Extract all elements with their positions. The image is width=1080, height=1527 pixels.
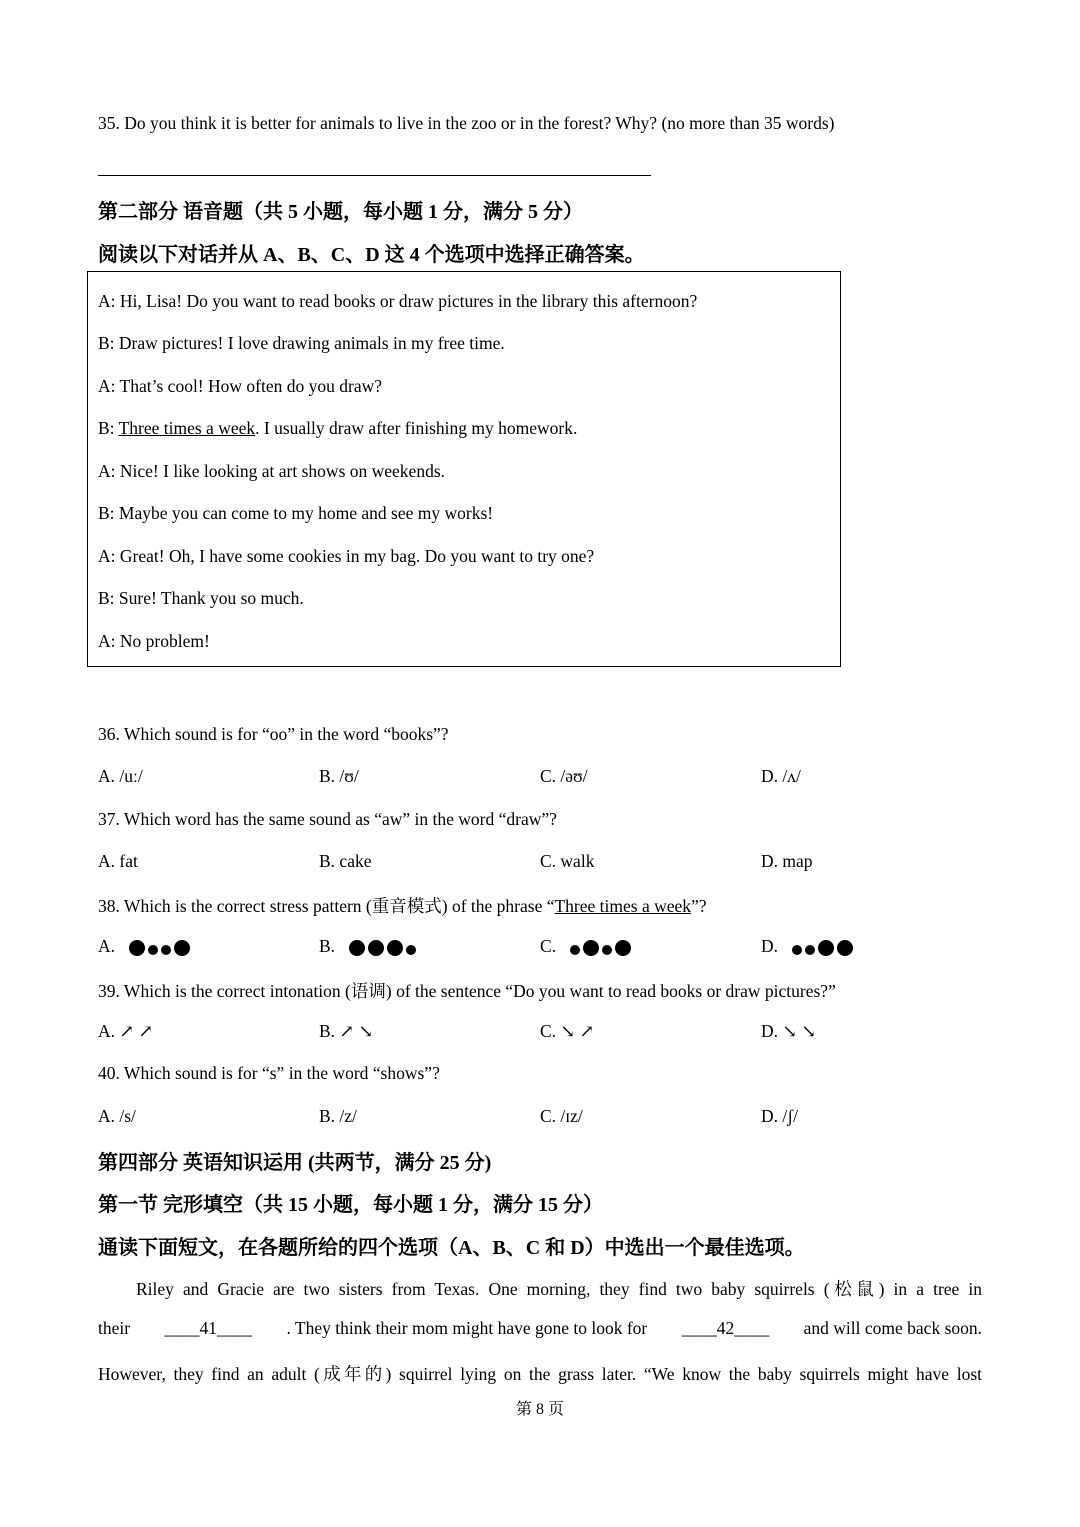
- page-number: 第 8 页: [515, 1401, 564, 1418]
- question-35: 35. Do you think it is better for animals to live in the zoo or in the forest? Why? (no more than 35 words): [98, 113, 835, 133]
- passage-text: . They think their mom might have gone to look for: [286, 1318, 648, 1338]
- question-38-text: 38. Which is the correct stress pattern (重音模式) of the phrase “: [98, 896, 555, 916]
- stressed-dot: [174, 940, 190, 956]
- stressed-dot: [349, 940, 365, 956]
- option-c[interactable]: C. /ɪz/: [540, 1106, 583, 1126]
- stressed-dot: [368, 940, 384, 956]
- option-a[interactable]: A. /s/: [98, 1106, 136, 1126]
- option-c[interactable]: C. walk: [540, 851, 595, 871]
- dialogue-line: A: Hi, Lisa! Do you want to read books or draw pictures in the library this afternoon?: [98, 291, 698, 311]
- option-d[interactable]: D. /ʌ/: [761, 766, 801, 786]
- option-d[interactable]: D. /ʃ/: [761, 1106, 798, 1126]
- option-letter: A.: [98, 936, 116, 956]
- dialogue-line: A: Great! Oh, I have some cookies in my bag. Do you want to try one?: [98, 546, 595, 566]
- option-letter: D.: [761, 936, 779, 956]
- option-letter: B.: [319, 936, 336, 956]
- question-39: 39. Which is the correct intonation (语调) of the sentence “Do you want to read books or draw pictures?”: [98, 981, 836, 1001]
- option-d[interactable]: D. map: [761, 851, 813, 871]
- stress-pattern: [570, 940, 634, 956]
- dialogue-line: A: Nice! I like looking at art shows on weekends.: [98, 461, 446, 481]
- dialogue-rest: . I usually draw after finishing my homework.: [255, 418, 578, 438]
- underlined-phrase: Three times a week: [118, 418, 256, 438]
- stress-pattern: [792, 940, 856, 956]
- unstressed-dot: [406, 945, 416, 955]
- dialogue-line: A: That’s cool! How often do you draw?: [98, 376, 382, 396]
- part2-instruction: 阅读以下对话并从 A、B、C、D 这 4 个选项中选择正确答案。: [98, 244, 645, 266]
- part4-instruction: 通读下面短文，在各题所给的四个选项（A、B、C 和 D）中选出一个最佳选项。: [98, 1237, 805, 1259]
- question-38-end: ”?: [691, 896, 707, 916]
- stress-pattern: [129, 940, 193, 956]
- underlined-phrase: Three times a week: [554, 896, 692, 916]
- stressed-dot: [583, 940, 599, 956]
- passage-text: and will come back soon.: [803, 1318, 982, 1338]
- option-a[interactable]: A. /uː/: [98, 766, 143, 786]
- stressed-dot: [129, 940, 145, 956]
- passage-line-3: However, they find an adult (成年的) squirrel lying on the grass later. “We know the baby squirrels might have lost: [98, 1364, 982, 1384]
- dialogue-line: B: Maybe you can come to my home and see my works!: [98, 503, 494, 523]
- unstressed-dot: [148, 945, 158, 955]
- part2-heading: 第二部分 语音题（共 5 小题，每小题 1 分，满分 5 分）: [98, 201, 583, 223]
- dialogue-line: A: No problem!: [98, 631, 210, 651]
- passage-line-1: Riley and Gracie are two sisters from Texas. One morning, they find two baby squirrels (松鼠) in a tree in: [136, 1279, 982, 1299]
- stressed-dot: [615, 940, 631, 956]
- option-a[interactable]: A. ↗ ↗: [98, 1021, 154, 1041]
- question-38: [98, 893, 707, 918]
- blank-42[interactable]: ____42____: [681, 1318, 770, 1338]
- option-b[interactable]: B. ↗ ↘: [319, 1021, 374, 1041]
- blank-41[interactable]: ____41____: [164, 1318, 253, 1338]
- option-b[interactable]: B. /z/: [319, 1106, 357, 1126]
- dialogue-line: B: Draw pictures! I love drawing animals in my free time.: [98, 333, 505, 353]
- option-a[interactable]: A. fat: [98, 851, 138, 871]
- option-d[interactable]: D. ↘ ↘: [761, 1021, 817, 1041]
- part4-heading: 第四部分 英语知识运用 (共两节，满分 25 分): [98, 1152, 492, 1174]
- dialogue-line: [98, 418, 577, 439]
- dialogue-line: B: Sure! Thank you so much.: [98, 588, 304, 608]
- passage-line-2: [98, 1318, 982, 1339]
- option-a[interactable]: [98, 936, 193, 957]
- unstressed-dot: [570, 945, 580, 955]
- question-37: 37. Which word has the same sound as “aw” in the word “draw”?: [98, 809, 557, 829]
- stressed-dot: [818, 940, 834, 956]
- stressed-dot: [837, 940, 853, 956]
- option-c[interactable]: [540, 936, 634, 957]
- unstressed-dot: [602, 945, 612, 955]
- answer-line[interactable]: [98, 175, 651, 176]
- unstressed-dot: [805, 945, 815, 955]
- option-c[interactable]: C. ↘ ↗: [540, 1021, 595, 1041]
- question-40: 40. Which sound is for “s” in the word “shows”?: [98, 1063, 440, 1083]
- option-b[interactable]: B. /ʊ/: [319, 766, 359, 786]
- question-36: 36. Which sound is for “oo” in the word “books”?: [98, 724, 449, 744]
- stressed-dot: [387, 940, 403, 956]
- option-b[interactable]: B. cake: [319, 851, 372, 871]
- option-b[interactable]: [319, 936, 419, 957]
- stress-pattern: [349, 940, 419, 956]
- speaker-prefix: B:: [98, 418, 119, 438]
- section1-heading: 第一节 完形填空（共 15 小题，每小题 1 分，满分 15 分）: [98, 1194, 603, 1216]
- option-letter: C.: [540, 936, 557, 956]
- option-c[interactable]: C. /əʊ/: [540, 766, 588, 786]
- option-d[interactable]: [761, 936, 856, 957]
- unstressed-dot: [161, 945, 171, 955]
- unstressed-dot: [792, 945, 802, 955]
- passage-text: their: [98, 1318, 131, 1338]
